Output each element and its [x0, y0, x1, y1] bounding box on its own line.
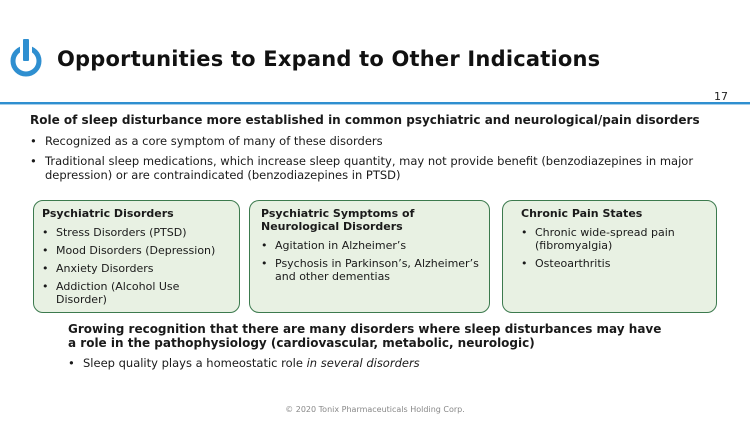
- page-number: 17: [714, 90, 728, 103]
- bullet-icon: •: [261, 257, 268, 270]
- box-heading: Psychiatric Symptoms of Neurological Disorders: [261, 207, 415, 233]
- intro-heading: Role of sleep disturbance more established in common psychiatric and neurological/pain disorders: [30, 113, 700, 127]
- bullet-icon: •: [68, 356, 75, 370]
- bullet-text: Recognized as a core symptom of many of these disorders: [45, 134, 383, 148]
- recognition-section: [68, 322, 668, 376]
- list-item: [521, 226, 710, 252]
- intro-section: [30, 113, 730, 188]
- box-chronic-pain: [502, 200, 717, 313]
- list-item: [30, 134, 730, 148]
- list-item: [30, 154, 730, 182]
- list-item: [42, 280, 233, 306]
- box-psychiatric-disorders: [33, 200, 240, 313]
- bullet-icon: •: [30, 134, 37, 148]
- title-underline-shadow: [0, 104, 750, 105]
- list-item: [261, 257, 481, 283]
- bullet-icon: •: [42, 244, 49, 257]
- box-bullet-list: [261, 239, 481, 283]
- page-title: Opportunities to Expand to Other Indications: [57, 47, 601, 71]
- bullet-icon: •: [42, 262, 49, 275]
- bullet-text: Addiction (Alcohol Use Disorder): [56, 280, 180, 306]
- bullet-text: Psychosis in Parkinson’s, Alzheimer’s and other dementias: [275, 257, 479, 283]
- bullet-text: Traditional sleep medications, which increase sleep quantity, may not provide benefit (benzodiazepines in major depression) or are contraindicated (benzodiazepines in PTSD): [45, 154, 694, 182]
- bullet-emphasis: in several disorders: [306, 356, 420, 370]
- bullet-text: Stress Disorders (PTSD): [56, 226, 187, 239]
- bullet-icon: •: [521, 257, 528, 270]
- box-neurological-symptoms: [249, 200, 490, 313]
- box-bullet-list: [521, 226, 710, 270]
- box-heading: Chronic Pain States: [521, 207, 643, 220]
- bullet-text: Mood Disorders (Depression): [56, 244, 216, 257]
- copyright-footer: © 2020 Tonix Pharmaceuticals Holding Corp.: [285, 405, 465, 414]
- bullet-text: Sleep quality plays a homeostatic role: [83, 356, 307, 370]
- list-item: [42, 262, 233, 275]
- bullet-text: Anxiety Disorders: [56, 262, 154, 275]
- bullet-icon: •: [521, 226, 528, 239]
- bullet-icon: •: [42, 226, 49, 239]
- box-heading: Psychiatric Disorders: [42, 207, 174, 220]
- bullet-text: Chronic wide-spread pain (fibromyalgia): [535, 226, 675, 252]
- tonix-power-logo-icon: [6, 33, 46, 81]
- recognition-bullet-list: [68, 356, 668, 370]
- list-item: [261, 239, 481, 252]
- list-item: [42, 226, 233, 239]
- bullet-text: Osteoarthritis: [535, 257, 611, 270]
- bullet-text: Agitation in Alzheimer’s: [275, 239, 407, 252]
- box-bullet-list: [42, 226, 233, 306]
- bullet-icon: •: [30, 154, 37, 168]
- bullet-icon: •: [261, 239, 268, 252]
- bullet-icon: •: [42, 280, 49, 293]
- list-item: [521, 257, 710, 270]
- intro-bullet-list: [30, 134, 730, 182]
- list-item: [42, 244, 233, 257]
- list-item: [68, 356, 668, 370]
- recognition-heading: Growing recognition that there are many disorders where sleep disturbances may have a role in the pathophysiology (cardiovascular, metabolic, neurologic): [68, 322, 662, 350]
